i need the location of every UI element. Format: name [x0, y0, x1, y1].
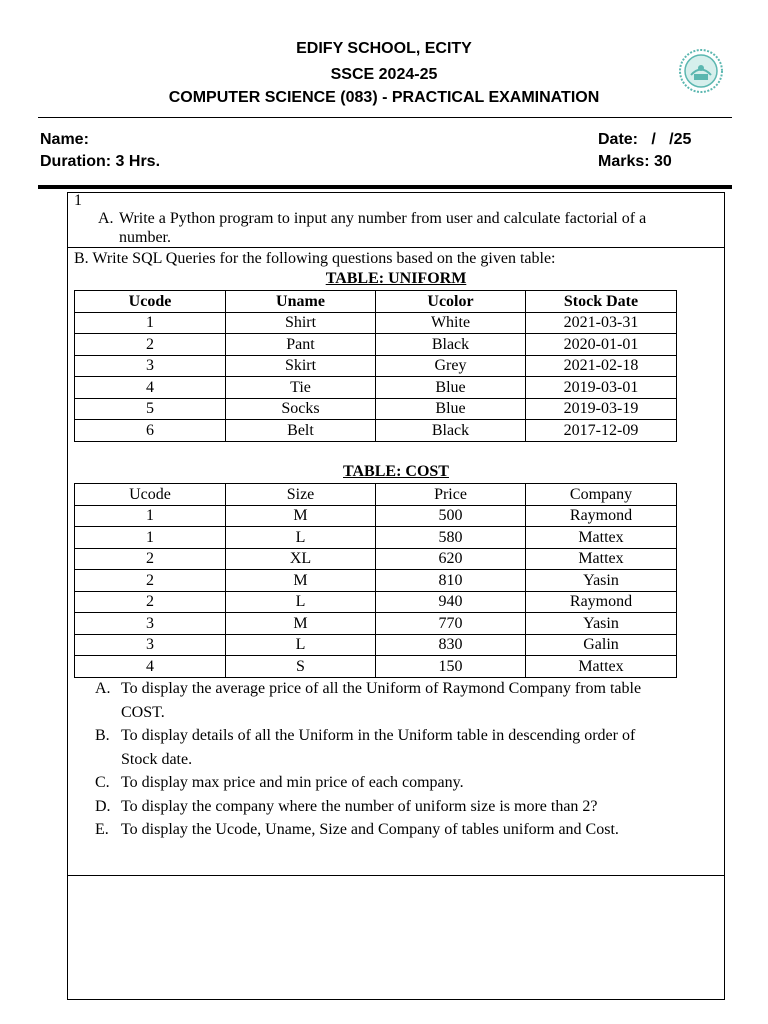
list-item [95, 818, 725, 842]
query-text-line1: To display max price and min price of each company. [121, 774, 464, 791]
part-divider [68, 247, 724, 248]
table-row [75, 398, 677, 420]
query-list [95, 677, 725, 842]
table-cell: 2019-03-01 [526, 377, 677, 399]
table-cell: Grey [376, 355, 526, 377]
table-cell: L [226, 634, 376, 656]
part-b-intro: B. Write SQL Queries for the following questions based on the given table: [74, 250, 556, 267]
table-cell: 2020-01-01 [526, 334, 677, 356]
table-cell: 150 [376, 656, 526, 678]
table-cell: 2021-03-31 [526, 312, 677, 334]
query-label: D. [95, 797, 111, 815]
table-cell: Mattex [526, 656, 677, 678]
query-text-line1: To display details of all the Uniform in the Uniform table in descending order of [121, 727, 636, 744]
query-text-line2: COST. [121, 703, 165, 721]
cost-col-company: Company [526, 484, 677, 506]
table-cell: Socks [226, 398, 376, 420]
table-cell: Yasin [526, 570, 677, 592]
table-cell: 830 [376, 634, 526, 656]
date-label: Date: / /25 [598, 131, 692, 148]
table-cell: Blue [376, 398, 526, 420]
cost-header-row [75, 484, 677, 506]
table-cell: M [226, 570, 376, 592]
query-label: C. [95, 774, 110, 791]
table-cell: Mattex [526, 548, 677, 570]
table-cell: White [376, 312, 526, 334]
table-cell: Skirt [226, 355, 376, 377]
part-a-text-line1: Write a Python program to input any number from user and calculate factorial of a [119, 210, 647, 227]
table-cell: Galin [526, 634, 677, 656]
table-row [75, 312, 677, 334]
question-number: 1 [74, 192, 82, 209]
table-cell: Pant [226, 334, 376, 356]
uniform-table [74, 290, 677, 442]
query-label: B. [95, 727, 110, 744]
name-label: Name: [40, 131, 89, 148]
table-cell: 1 [75, 505, 226, 527]
question-box [67, 192, 725, 1000]
table-cell: XL [226, 548, 376, 570]
table-cell: 2 [75, 570, 226, 592]
table-cell: Tie [226, 377, 376, 399]
table-cell: 6 [75, 420, 226, 442]
table-cell: 4 [75, 656, 226, 678]
uniform-header-row [75, 291, 677, 313]
table-cell: 620 [376, 548, 526, 570]
cost-table-caption: TABLE: COST [343, 463, 449, 480]
list-item [95, 795, 725, 819]
table-cell: 2021-02-18 [526, 355, 677, 377]
table-row [75, 505, 677, 527]
uniform-col-ucolor: Ucolor [376, 291, 526, 313]
table-row [75, 613, 677, 635]
list-item [95, 677, 725, 724]
uniform-table-caption: TABLE: UNIFORM [325, 270, 467, 287]
table-cell: Black [376, 420, 526, 442]
table-cell: Black [376, 334, 526, 356]
table-cell: 940 [376, 591, 526, 613]
session-title: SSCE 2024-25 [330, 66, 438, 83]
school-emblem-icon [678, 48, 724, 94]
table-cell: 3 [75, 355, 226, 377]
part-a-text-line2: number. [119, 229, 171, 246]
header-divider [38, 117, 732, 118]
query-text-line2: Stock date. [121, 750, 193, 768]
part-a-label: A. [98, 210, 114, 227]
cost-col-price: Price [376, 484, 526, 506]
table-cell: 3 [75, 634, 226, 656]
cost-col-size: Size [226, 484, 376, 506]
exam-title: COMPUTER SCIENCE (083) - PRACTICAL EXAMINATION [168, 89, 600, 106]
table-row [75, 420, 677, 442]
meta-divider [38, 185, 732, 189]
table-cell: 2 [75, 334, 226, 356]
query-text-line1: To display the company where the number of uniform size is more than 2? [121, 797, 598, 815]
table-cell: Yasin [526, 613, 677, 635]
table-cell: L [226, 527, 376, 549]
table-cell: 3 [75, 613, 226, 635]
uniform-col-uname: Uname [226, 291, 376, 313]
table-cell: Mattex [526, 527, 677, 549]
table-cell: 1 [75, 527, 226, 549]
table-cell: 770 [376, 613, 526, 635]
query-label: E. [95, 821, 109, 838]
table-row [75, 377, 677, 399]
query-text-line1: To display the average price of all the Uniform of Raymond Company from table [121, 680, 642, 697]
table-cell: 580 [376, 527, 526, 549]
table-cell: 2017-12-09 [526, 420, 677, 442]
query-label: A. [95, 680, 111, 697]
list-item [95, 771, 725, 795]
uniform-col-ucode: Ucode [75, 291, 226, 313]
table-row [75, 634, 677, 656]
table-cell: Belt [226, 420, 376, 442]
table-row [75, 591, 677, 613]
table-cell: L [226, 591, 376, 613]
table-cell: M [226, 505, 376, 527]
table-row [75, 334, 677, 356]
table-cell: 5 [75, 398, 226, 420]
table-cell: Blue [376, 377, 526, 399]
query-text-line1: To display the Ucode, Uname, Size and Company of tables uniform and Cost. [121, 821, 619, 838]
table-cell: 2 [75, 548, 226, 570]
school-name: EDIFY SCHOOL, ECITY [296, 40, 472, 57]
table-cell: 1 [75, 312, 226, 334]
table-cell: M [226, 613, 376, 635]
table-row [75, 548, 677, 570]
table-cell: S [226, 656, 376, 678]
table-row [75, 570, 677, 592]
cost-table [74, 483, 677, 678]
table-cell: Raymond [526, 505, 677, 527]
table-cell: 4 [75, 377, 226, 399]
table-cell: 2019-03-19 [526, 398, 677, 420]
table-row [75, 527, 677, 549]
marks-label: Marks: 30 [598, 153, 672, 170]
table-cell: 2 [75, 591, 226, 613]
table-row [75, 656, 677, 678]
cost-col-ucode: Ucode [75, 484, 226, 506]
answer-section-divider [68, 875, 724, 876]
table-cell: 500 [376, 505, 526, 527]
table-cell: Shirt [226, 312, 376, 334]
table-cell: 810 [376, 570, 526, 592]
list-item [95, 724, 725, 771]
uniform-col-stock-date: Stock Date [526, 291, 677, 313]
duration-label: Duration: 3 Hrs. [40, 153, 161, 170]
table-cell: Raymond [526, 591, 677, 613]
table-row [75, 355, 677, 377]
